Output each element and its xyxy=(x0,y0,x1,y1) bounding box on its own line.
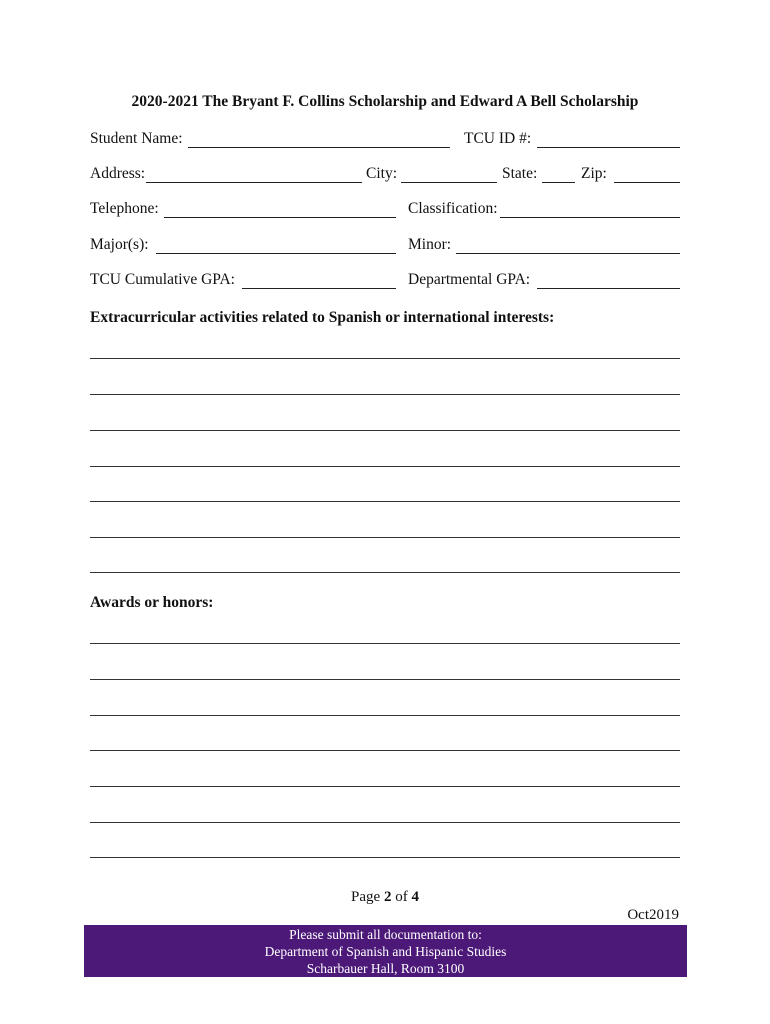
zip-field[interactable] xyxy=(614,182,680,183)
departmental-gpa-label: Departmental GPA: xyxy=(408,271,531,288)
extracurricular-line[interactable] xyxy=(90,358,680,359)
state-label: State: xyxy=(502,165,538,182)
telephone-field[interactable] xyxy=(164,217,396,218)
address-field[interactable] xyxy=(146,182,362,183)
awards-line[interactable] xyxy=(90,786,680,787)
awards-line[interactable] xyxy=(90,715,680,716)
extracurricular-line[interactable] xyxy=(90,466,680,467)
form-title: 2020-2021 The Bryant F. Collins Scholarship and Edward A Bell Scholarship xyxy=(131,93,639,110)
zip-label: Zip: xyxy=(581,165,607,182)
extracurricular-line[interactable] xyxy=(90,394,680,395)
row-gpa xyxy=(90,271,680,293)
footer-line-1: Please submit all documentation to: xyxy=(289,927,482,942)
footer-line-3: Scharbauer Hall, Room 3100 xyxy=(306,961,465,976)
tcu-id-field[interactable] xyxy=(537,147,680,148)
city-field[interactable] xyxy=(401,182,497,183)
extracurricular-line[interactable] xyxy=(90,572,680,573)
extracurricular-heading: Extracurricular activities related to Spanish or international interests: xyxy=(90,309,555,326)
revision-date: Oct2019 xyxy=(627,907,679,923)
submission-footer xyxy=(84,925,687,977)
page-number xyxy=(0,889,770,906)
awards-line[interactable] xyxy=(90,857,680,858)
classification-field[interactable] xyxy=(500,217,680,218)
awards-line[interactable] xyxy=(90,679,680,680)
departmental-gpa-field[interactable] xyxy=(537,288,680,289)
page-prefix: Page xyxy=(351,889,384,905)
minor-field[interactable] xyxy=(456,253,680,254)
awards-line[interactable] xyxy=(90,750,680,751)
extracurricular-line[interactable] xyxy=(90,537,680,538)
address-label: Address: xyxy=(90,165,146,182)
tcu-id-label: TCU ID #: xyxy=(464,130,532,147)
row-telephone xyxy=(90,200,680,222)
awards-line[interactable] xyxy=(90,822,680,823)
row-major xyxy=(90,236,680,258)
cumulative-gpa-label: TCU Cumulative GPA: xyxy=(90,271,235,288)
awards-line[interactable] xyxy=(90,643,680,644)
row-address xyxy=(90,165,680,187)
city-label: City: xyxy=(366,165,398,182)
page-total: 4 xyxy=(411,889,419,905)
classification-label: Classification: xyxy=(408,200,498,217)
student-name-label: Student Name: xyxy=(90,130,183,147)
state-field[interactable] xyxy=(542,182,575,183)
extracurricular-line[interactable] xyxy=(90,501,680,502)
awards-heading: Awards or honors: xyxy=(90,594,214,611)
student-name-field[interactable] xyxy=(188,147,450,148)
extracurricular-line[interactable] xyxy=(90,430,680,431)
majors-field[interactable] xyxy=(156,253,396,254)
footer-line-2: Department of Spanish and Hispanic Studies xyxy=(264,944,507,959)
majors-label: Major(s): xyxy=(90,236,149,253)
row-student-name xyxy=(90,130,680,152)
minor-label: Minor: xyxy=(408,236,452,253)
page-current: 2 xyxy=(383,889,392,905)
page-middle: of xyxy=(391,889,412,905)
cumulative-gpa-field[interactable] xyxy=(242,288,396,289)
telephone-label: Telephone: xyxy=(90,200,159,217)
